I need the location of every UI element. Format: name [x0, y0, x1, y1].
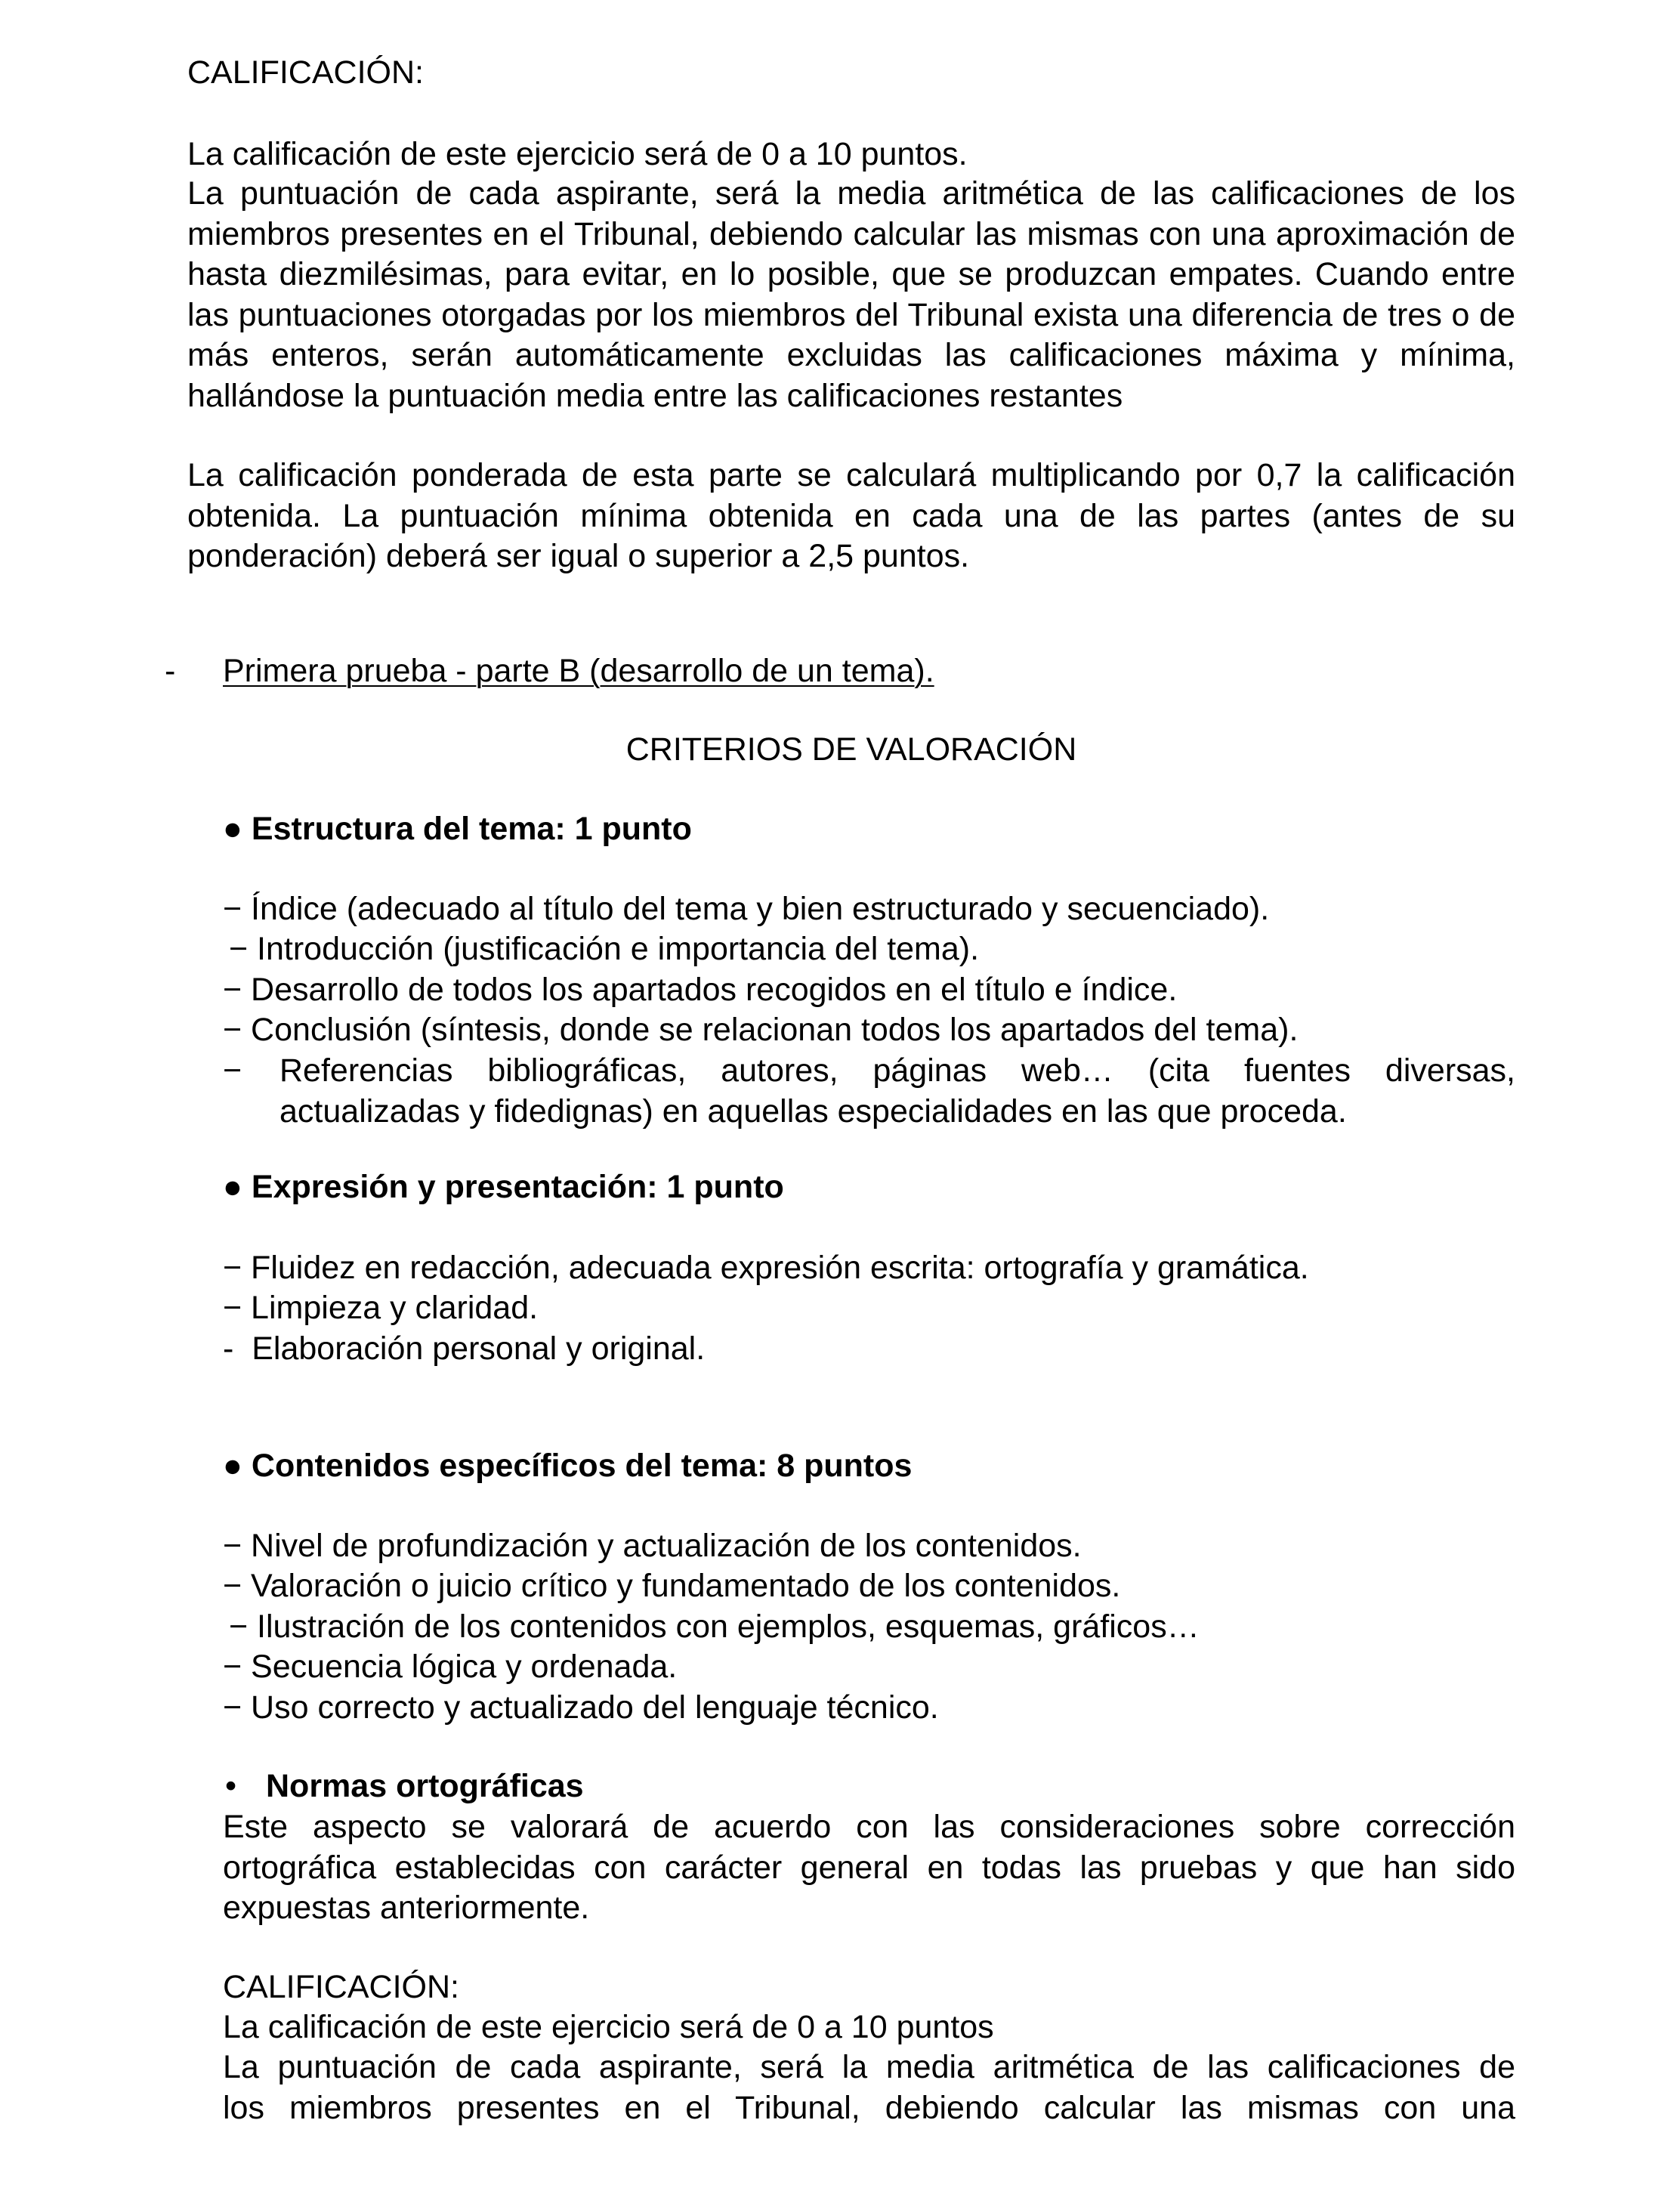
calificacion-heading: CALIFICACIÓN: — [187, 54, 424, 91]
calificacion-weighting-paragraph: La calificación ponderada de esta parte se calculará multiplicando por 0,7 la calificación obtenida. La puntuación mínima obtenida en cada una de las partes (antes de su ponderación) deberá ser igual o superior a 2,5 puntos. — [187, 457, 1515, 574]
contenidos-item-ilustracion: − Ilustración de los contenidos con ejemplos, esquemas, gráficos… — [229, 1609, 1200, 1645]
calificacion2-heading: CALIFICACIÓN: — [223, 1969, 459, 2005]
expresion-item-limpieza: − Limpieza y claridad. — [223, 1290, 539, 1326]
calificacion2-average-paragraph — [223, 2047, 1515, 2128]
expresion-item-fluidez: − Fluidez en redacción, adecuada expresión escrita: ortografía y gramática. — [223, 1250, 1309, 1286]
contenidos-heading: ● Contenidos específicos del tema: 8 puntos — [223, 1448, 913, 1484]
normas-paragraph: Este aspecto se valorará de acuerdo con las consideraciones sobre corrección ortográfica establecidas con carácter general en todas las pruebas y que han sido expuestas anteriormente. — [223, 1809, 1515, 1926]
contenidos-item-lenguaje: − Uso correcto y actualizado del lenguaje técnico. — [223, 1689, 939, 1726]
normas-heading: Normas ortográficas — [266, 1768, 584, 1804]
calificacion2-range-text: La calificación de este ejercicio será de 0 a 10 puntos — [223, 2009, 994, 2045]
section-title: Primera prueba - parte B (desarrollo de un tema). — [223, 653, 934, 689]
estructura-item-referencias-dash: − — [223, 1052, 242, 1089]
contenidos-item-secuencia: − Secuencia lógica y ordenada. — [223, 1649, 678, 1685]
section-dash: - — [165, 653, 176, 689]
estructura-item-desarrollo: − Desarrollo de todos los apartados recogidos en el título e índice. — [223, 972, 1178, 1008]
contenidos-item-valoracion: − Valoración o juicio crítico y fundamentado de los contenidos. — [223, 1568, 1121, 1604]
normas-bullet: • — [225, 1768, 237, 1804]
estructura-item-referencias-line1: Referencias bibliográficas, autores, páginas web… (cita fuentes diversas, — [279, 1052, 1515, 1089]
criteria-title: CRITERIOS DE VALORACIÓN — [625, 731, 1077, 768]
calificacion2-paragraph-line2: los miembros presentes en el Tribunal, debiendo calcular las mismas con una — [223, 2089, 1515, 2126]
calificacion2-paragraph-line1: La puntuación de cada aspirante, será la media aritmética de las calificaciones de — [223, 2049, 1515, 2085]
calificacion-average-paragraph: La puntuación de cada aspirante, será la media aritmética de las calificaciones de los miembros presentes en el Tribunal, debiendo calcular las mismas con una aproximación de hasta diezmilésimas, para evitar, en lo posible, que se produzcan empates. Cuando entre las puntuaciones otorgadas por los miembros del Tribunal exista una diferencia de tres o de más enteros, serán automáticamente excluidas las calificaciones máxima y mínima, hallándose la puntuación media entre las calificaciones restantes — [187, 175, 1515, 414]
expresion-heading: ● Expresión y presentación: 1 punto — [223, 1169, 784, 1205]
estructura-heading: ● Estructura del tema: 1 punto — [223, 811, 692, 847]
estructura-item-referencias — [279, 1051, 1515, 1132]
estructura-item-introduccion: − Introducción (justificación e importancia del tema). — [229, 931, 980, 967]
contenidos-item-nivel: − Nivel de profundización y actualización de los contenidos. — [223, 1528, 1082, 1564]
estructura-item-indice: − Índice (adecuado al título del tema y bien estructurado y secuenciado). — [223, 891, 1270, 927]
expresion-item-elaboracion: - Elaboración personal y original. — [223, 1330, 706, 1367]
estructura-item-conclusion: − Conclusión (síntesis, donde se relacionan todos los apartados del tema). — [223, 1012, 1299, 1048]
estructura-item-referencias-line2: actualizadas y fidedignas) en aquellas especialidades en las que proceda. — [279, 1092, 1347, 1130]
calificacion-range-text: La calificación de este ejercicio será de 0 a 10 puntos. — [187, 136, 968, 172]
